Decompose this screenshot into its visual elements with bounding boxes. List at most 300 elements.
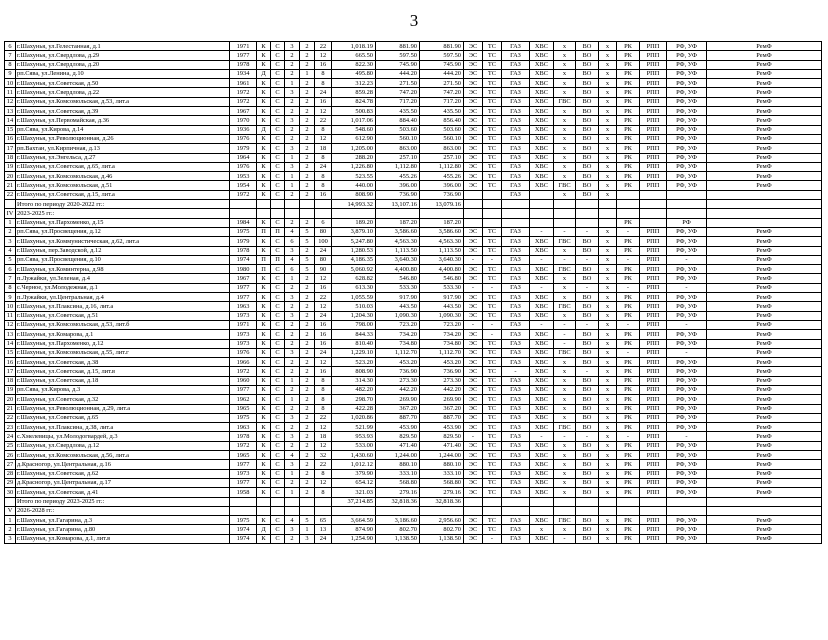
table-cell: ХВС bbox=[530, 423, 554, 432]
table-cell: 1984 bbox=[230, 218, 257, 227]
table-cell: г.Шахунья, ул.Комсомольская, д.56, лит.а bbox=[16, 451, 230, 460]
table-cell: РемФ bbox=[707, 60, 822, 69]
table-cell: г.Шахунья, ул.Плаксина, д.38, лит.а bbox=[16, 423, 230, 432]
table-cell: 2 bbox=[285, 320, 300, 329]
table-cell: х bbox=[554, 460, 576, 469]
table-row bbox=[5, 330, 822, 339]
table-cell: 3 bbox=[285, 162, 300, 171]
table-cell: - bbox=[554, 339, 576, 348]
table-cell: ЭС bbox=[464, 227, 483, 236]
table-cell: ГАЗ bbox=[502, 79, 530, 88]
table-cell: РПП bbox=[640, 441, 667, 450]
table-cell: ХВС bbox=[530, 181, 554, 190]
table-cell: 2 bbox=[300, 451, 315, 460]
table-cell: К bbox=[257, 190, 271, 199]
table-cell: РемФ bbox=[707, 134, 822, 143]
table-cell: ХВС bbox=[530, 246, 554, 255]
table-cell: ТС bbox=[483, 125, 502, 134]
table-cell: - bbox=[554, 320, 576, 329]
table-cell: С bbox=[271, 51, 285, 60]
table-cell: 798.00 bbox=[332, 320, 376, 329]
table-cell: 4,400.80 bbox=[420, 265, 464, 274]
table-cell: г.Шахунья, ул.Революционная, д.26 bbox=[16, 134, 230, 143]
table-cell: ТС bbox=[483, 488, 502, 497]
table-cell: РФ, УФ bbox=[667, 265, 707, 274]
table-cell: 1953 bbox=[230, 172, 257, 181]
table-row bbox=[5, 469, 822, 478]
table-cell: 3,640.30 bbox=[420, 255, 464, 264]
table-cell: РПП bbox=[640, 432, 667, 441]
table-cell: РК bbox=[617, 60, 640, 69]
table-cell: РемФ bbox=[707, 172, 822, 181]
table-cell: х bbox=[554, 60, 576, 69]
table-cell: С bbox=[271, 348, 285, 357]
table-cell: 734.20 bbox=[376, 330, 420, 339]
table-cell: К bbox=[257, 358, 271, 367]
table-cell: 19 bbox=[5, 162, 16, 171]
table-cell: г.Шахунья, ул.Свердлова, д.22 bbox=[16, 88, 230, 97]
table-cell: К bbox=[257, 320, 271, 329]
table-cell: х bbox=[554, 451, 576, 460]
table-cell: ВО bbox=[576, 423, 599, 432]
table-cell: ХВС bbox=[530, 237, 554, 246]
table-cell: 1977 bbox=[230, 283, 257, 292]
table-cell: рп.Сява, ул.Кирова, д.14 bbox=[16, 125, 230, 134]
table-cell: 548.60 bbox=[332, 125, 376, 134]
table-cell bbox=[271, 506, 285, 515]
table-cell: х bbox=[599, 330, 617, 339]
table-cell: К bbox=[257, 237, 271, 246]
table-cell: РемФ bbox=[707, 125, 822, 134]
table-cell: х bbox=[554, 404, 576, 413]
table-cell: - bbox=[483, 283, 502, 292]
table-cell: 880.10 bbox=[420, 460, 464, 469]
table-cell: ХВС bbox=[530, 51, 554, 60]
table-cell bbox=[617, 190, 640, 199]
table-cell: 1,430.60 bbox=[332, 451, 376, 460]
table-cell: РФ bbox=[667, 218, 707, 227]
table-cell: 6 bbox=[315, 218, 332, 227]
table-cell: ХВС bbox=[530, 460, 554, 469]
table-cell: ГАЗ bbox=[502, 413, 530, 422]
table-cell: 1964 bbox=[230, 153, 257, 162]
table-cell: РФ, УФ bbox=[667, 460, 707, 469]
table-cell: ГВС bbox=[554, 237, 576, 246]
table-cell: К bbox=[257, 172, 271, 181]
table-cell: 1963 bbox=[230, 302, 257, 311]
table-cell: ГАЗ bbox=[502, 376, 530, 385]
table-cell: 1,244.00 bbox=[420, 451, 464, 460]
table-cell: РФ, УФ bbox=[667, 125, 707, 134]
table-cell: 9 bbox=[5, 293, 16, 302]
table-cell: ХВС bbox=[530, 441, 554, 450]
table-cell: 379.90 bbox=[332, 469, 376, 478]
table-cell: х bbox=[599, 451, 617, 460]
table-cell: С bbox=[271, 478, 285, 487]
table-cell: ТС bbox=[483, 311, 502, 320]
table-cell: г.Шахунья, ул.Комсомольская, д.53, лит.а bbox=[16, 97, 230, 106]
table-cell: - bbox=[617, 432, 640, 441]
table-cell: ТС bbox=[483, 441, 502, 450]
table-cell: РемФ bbox=[707, 478, 822, 487]
table-cell: х bbox=[599, 367, 617, 376]
table-cell: 25 bbox=[5, 441, 16, 450]
table-cell: 1,204.30 bbox=[332, 311, 376, 320]
table-cell: ВО bbox=[576, 144, 599, 153]
table-cell: 455.26 bbox=[376, 172, 420, 181]
table-cell: ГАЗ bbox=[502, 534, 530, 543]
table-cell: РПП bbox=[640, 227, 667, 236]
table-cell: 298.70 bbox=[332, 395, 376, 404]
table-cell: РК bbox=[617, 339, 640, 348]
table-cell: 568.80 bbox=[420, 478, 464, 487]
table-cell: С bbox=[271, 376, 285, 385]
table-cell: г.Шахунья, ул.Свердлова, д.29 bbox=[16, 51, 230, 60]
table-cell: ВО bbox=[576, 190, 599, 199]
table-cell bbox=[300, 200, 315, 209]
table-cell: 16 bbox=[315, 339, 332, 348]
table-cell: РемФ bbox=[707, 488, 822, 497]
table-cell: х bbox=[599, 311, 617, 320]
table-row bbox=[5, 51, 822, 60]
table-cell: 2 bbox=[285, 330, 300, 339]
table-cell: С bbox=[271, 469, 285, 478]
table-cell: К bbox=[257, 385, 271, 394]
table-cell: 12 bbox=[315, 358, 332, 367]
table-cell: РФ, УФ bbox=[667, 88, 707, 97]
table-cell: 1971 bbox=[230, 320, 257, 329]
table-cell: х bbox=[599, 395, 617, 404]
table-cell: ХВС bbox=[530, 534, 554, 543]
table-cell: К bbox=[257, 274, 271, 283]
table-cell: 3 bbox=[285, 413, 300, 422]
table-cell bbox=[483, 209, 502, 218]
table-cell: РК bbox=[617, 69, 640, 78]
table-row bbox=[5, 376, 822, 385]
table-cell: ЭС bbox=[464, 265, 483, 274]
table-cell: 8 bbox=[315, 385, 332, 394]
table-cell: К bbox=[257, 478, 271, 487]
table-cell: - bbox=[483, 255, 502, 264]
table-cell bbox=[315, 209, 332, 218]
table-cell: ЭС bbox=[464, 274, 483, 283]
table-cell: 312.23 bbox=[332, 79, 376, 88]
table-cell: ВО bbox=[576, 460, 599, 469]
table-cell: ЭС bbox=[464, 423, 483, 432]
table-cell bbox=[502, 200, 530, 209]
table-cell: 1,090.30 bbox=[420, 311, 464, 320]
table-cell: 808.90 bbox=[332, 367, 376, 376]
table-cell: 1 bbox=[285, 395, 300, 404]
table-cell: 3 bbox=[285, 144, 300, 153]
table-cell: 2 bbox=[285, 60, 300, 69]
table-cell: 1973 bbox=[230, 469, 257, 478]
table-cell bbox=[576, 200, 599, 209]
table-cell: 2 bbox=[300, 190, 315, 199]
table-cell bbox=[530, 218, 554, 227]
table-cell: 24 bbox=[315, 88, 332, 97]
table-cell: К bbox=[257, 451, 271, 460]
table-cell: РК bbox=[617, 385, 640, 394]
table-cell: х bbox=[554, 469, 576, 478]
table-cell: ТС bbox=[483, 451, 502, 460]
table-cell: х bbox=[554, 88, 576, 97]
table-cell: 2 bbox=[300, 413, 315, 422]
table-cell: К bbox=[257, 246, 271, 255]
table-cell: ГАЗ bbox=[502, 153, 530, 162]
table-cell: 26 bbox=[5, 451, 16, 460]
table-cell: ГАЗ bbox=[502, 246, 530, 255]
table-cell: 14 bbox=[5, 339, 16, 348]
table-cell: г.Шахунья, ул.Коммунистическая, д.62, лит.а bbox=[16, 237, 230, 246]
table-cell: 8 bbox=[315, 376, 332, 385]
table-cell: С bbox=[271, 516, 285, 525]
table-cell: РК bbox=[617, 181, 640, 190]
table-cell: РПП bbox=[640, 413, 667, 422]
table-cell: 810.40 bbox=[332, 339, 376, 348]
table-cell bbox=[483, 497, 502, 506]
table-cell: х bbox=[599, 274, 617, 283]
table-cell: 8 bbox=[315, 125, 332, 134]
table-cell: 523.55 bbox=[332, 172, 376, 181]
table-cell: 453.20 bbox=[420, 358, 464, 367]
table-cell: х bbox=[599, 246, 617, 255]
table-row bbox=[5, 237, 822, 246]
table-cell: г.Шахунья, ул.Советская, д.65, лит.а bbox=[16, 162, 230, 171]
table-cell: ТС bbox=[483, 423, 502, 432]
table-cell: - bbox=[530, 432, 554, 441]
table-cell: РПП bbox=[640, 525, 667, 534]
table-cell: 3 bbox=[5, 534, 16, 543]
table-cell: 2 bbox=[300, 423, 315, 432]
table-cell: РК bbox=[617, 469, 640, 478]
table-cell: г.Шахунья, ул.Комсомольская, д.51 bbox=[16, 181, 230, 190]
table-cell: РПП bbox=[640, 107, 667, 116]
table-cell bbox=[257, 209, 271, 218]
table-cell: РПП bbox=[640, 358, 667, 367]
table-cell bbox=[640, 506, 667, 515]
table-cell: 24 bbox=[315, 246, 332, 255]
table-cell: 14 bbox=[5, 116, 16, 125]
table-cell: 736.90 bbox=[376, 190, 420, 199]
table-cell: РемФ bbox=[707, 116, 822, 125]
table-cell bbox=[464, 506, 483, 515]
table-cell: 13 bbox=[5, 107, 16, 116]
table-cell: ХВС bbox=[530, 404, 554, 413]
table-cell: РПП bbox=[640, 516, 667, 525]
table-cell: 1,017.06 bbox=[332, 116, 376, 125]
table-cell: 24 bbox=[315, 311, 332, 320]
table-cell: 884.40 bbox=[376, 116, 420, 125]
table-cell: - bbox=[483, 534, 502, 543]
table-cell: х bbox=[599, 125, 617, 134]
table-row bbox=[5, 162, 822, 171]
table-cell bbox=[707, 209, 822, 218]
table-cell: РемФ bbox=[707, 79, 822, 88]
table-cell: РПП bbox=[640, 488, 667, 497]
table-cell: 2 bbox=[300, 320, 315, 329]
table-cell: 22 bbox=[315, 460, 332, 469]
table-cell: 1977 bbox=[230, 478, 257, 487]
table-cell bbox=[667, 506, 707, 515]
table-cell: 12 bbox=[315, 478, 332, 487]
table-cell: - bbox=[576, 320, 599, 329]
table-cell: С bbox=[271, 534, 285, 543]
table-row bbox=[5, 153, 822, 162]
table-cell: РК bbox=[617, 116, 640, 125]
table-cell: г.Шахунья, ул.Комарова, д.1, лит.в bbox=[16, 534, 230, 543]
table-cell: ВО bbox=[576, 376, 599, 385]
table-cell: 2 bbox=[300, 88, 315, 97]
table-cell: - bbox=[617, 227, 640, 236]
table-cell: РК bbox=[617, 460, 640, 469]
table-cell: 808.90 bbox=[332, 190, 376, 199]
table-cell: 1974 bbox=[230, 534, 257, 543]
table-cell: х bbox=[554, 172, 576, 181]
table-cell: РК bbox=[617, 79, 640, 88]
table-cell bbox=[315, 497, 332, 506]
table-cell: 1973 bbox=[230, 330, 257, 339]
table-cell: ТС bbox=[483, 97, 502, 106]
table-cell: г.Шахунья, ул.Советская, д.15, лит.а bbox=[16, 190, 230, 199]
table-cell: г.Шахунья, ул.Советская, д.38 bbox=[16, 358, 230, 367]
table-cell: 21 bbox=[5, 404, 16, 413]
table-cell: х bbox=[599, 385, 617, 394]
table-cell: РФ, УФ bbox=[667, 395, 707, 404]
table-cell: 22 bbox=[5, 413, 16, 422]
table-cell: ХВС bbox=[530, 395, 554, 404]
table-cell: 3,586.60 bbox=[376, 227, 420, 236]
table-row bbox=[5, 246, 822, 255]
table-cell: РемФ bbox=[707, 339, 822, 348]
table-cell: 18 bbox=[315, 432, 332, 441]
table-cell: 333.10 bbox=[376, 469, 420, 478]
table-cell: г.Шахунья, ул.Комсомольская, д.46 bbox=[16, 172, 230, 181]
table-cell: х bbox=[554, 367, 576, 376]
table-cell: ЭС bbox=[464, 488, 483, 497]
table-cell: С bbox=[271, 339, 285, 348]
table-cell: 1978 bbox=[230, 246, 257, 255]
table-cell bbox=[640, 218, 667, 227]
table-cell: 824.78 bbox=[332, 97, 376, 106]
table-cell: РПП bbox=[640, 42, 667, 51]
table-cell: х bbox=[554, 69, 576, 78]
table-cell: 314.30 bbox=[332, 376, 376, 385]
table-cell: 17 bbox=[5, 367, 16, 376]
table-cell: РФ, УФ bbox=[667, 51, 707, 60]
table-cell: С bbox=[271, 60, 285, 69]
table-row bbox=[5, 255, 822, 264]
table-cell: 2 bbox=[285, 404, 300, 413]
table-cell: ТС bbox=[483, 404, 502, 413]
table-cell: ВО bbox=[576, 413, 599, 422]
table-cell: РПП bbox=[640, 265, 667, 274]
table-row bbox=[5, 423, 822, 432]
table-body bbox=[5, 42, 822, 544]
table-cell: х bbox=[554, 441, 576, 450]
table-cell: ЭС bbox=[464, 441, 483, 450]
table-cell: х bbox=[599, 488, 617, 497]
table-cell: 2 bbox=[285, 283, 300, 292]
table-cell: 1963 bbox=[230, 423, 257, 432]
table-cell: РФ, УФ bbox=[667, 42, 707, 51]
table-cell bbox=[667, 190, 707, 199]
table-cell: 8 bbox=[315, 395, 332, 404]
table-cell: РемФ bbox=[707, 162, 822, 171]
table-cell bbox=[271, 200, 285, 209]
table-cell: К bbox=[257, 79, 271, 88]
table-cell: х bbox=[554, 274, 576, 283]
table-cell: РемФ bbox=[707, 395, 822, 404]
table-cell: 12 bbox=[315, 51, 332, 60]
table-cell: 32,818.36 bbox=[420, 497, 464, 506]
table-cell: РФ, УФ bbox=[667, 274, 707, 283]
table-cell: х bbox=[599, 376, 617, 385]
table-cell: 1976 bbox=[230, 348, 257, 357]
table-cell: РемФ bbox=[707, 246, 822, 255]
table-cell bbox=[230, 506, 257, 515]
table-cell bbox=[332, 209, 376, 218]
table-cell: С bbox=[271, 181, 285, 190]
table-cell: 5,060.92 bbox=[332, 265, 376, 274]
table-cell: РФ, УФ bbox=[667, 404, 707, 413]
table-cell: 482.20 bbox=[332, 385, 376, 394]
table-cell: ВО bbox=[576, 107, 599, 116]
table-cell: - bbox=[530, 283, 554, 292]
table-cell: ЭС bbox=[464, 516, 483, 525]
table-cell: 12 bbox=[315, 441, 332, 450]
table-cell: ТС bbox=[483, 358, 502, 367]
table-cell: 257.10 bbox=[420, 153, 464, 162]
table-cell: РК bbox=[617, 153, 640, 162]
table-cell: ЭС bbox=[464, 302, 483, 311]
table-cell: 32 bbox=[315, 451, 332, 460]
table-cell: 2 bbox=[300, 367, 315, 376]
table-cell: С bbox=[271, 274, 285, 283]
table-cell: 2 bbox=[300, 125, 315, 134]
table-cell: 2 bbox=[300, 116, 315, 125]
table-cell bbox=[502, 497, 530, 506]
table-cell: 19 bbox=[5, 385, 16, 394]
table-cell: ХВС bbox=[530, 302, 554, 311]
table-cell: С bbox=[271, 488, 285, 497]
table-cell: 1 bbox=[5, 516, 16, 525]
table-cell: ВО bbox=[576, 134, 599, 143]
table-cell: г.Шахунья, ул.Советская, д.15, лит.в bbox=[16, 367, 230, 376]
table-cell: ВО bbox=[576, 172, 599, 181]
table-cell: РФ, УФ bbox=[667, 237, 707, 246]
table-cell: 23 bbox=[5, 423, 16, 432]
table-cell: 8 bbox=[315, 404, 332, 413]
table-cell: х bbox=[554, 144, 576, 153]
table-cell: ВО bbox=[576, 469, 599, 478]
table-cell: РК bbox=[617, 218, 640, 227]
table-cell: С bbox=[271, 302, 285, 311]
table-cell: 1,254.90 bbox=[332, 534, 376, 543]
table-cell: ГВС bbox=[554, 302, 576, 311]
table-cell: ГВС bbox=[554, 348, 576, 357]
table-cell bbox=[315, 506, 332, 515]
table-cell bbox=[707, 497, 822, 506]
table-row bbox=[5, 144, 822, 153]
table-cell: С bbox=[271, 451, 285, 460]
table-cell: 1972 bbox=[230, 441, 257, 450]
table-cell: 1 bbox=[285, 488, 300, 497]
table-cell: 2 bbox=[300, 385, 315, 394]
table-cell: С bbox=[271, 358, 285, 367]
table-cell: рп.Сява, ул.Просвещения, д.10 bbox=[16, 255, 230, 264]
table-cell: х bbox=[554, 42, 576, 51]
